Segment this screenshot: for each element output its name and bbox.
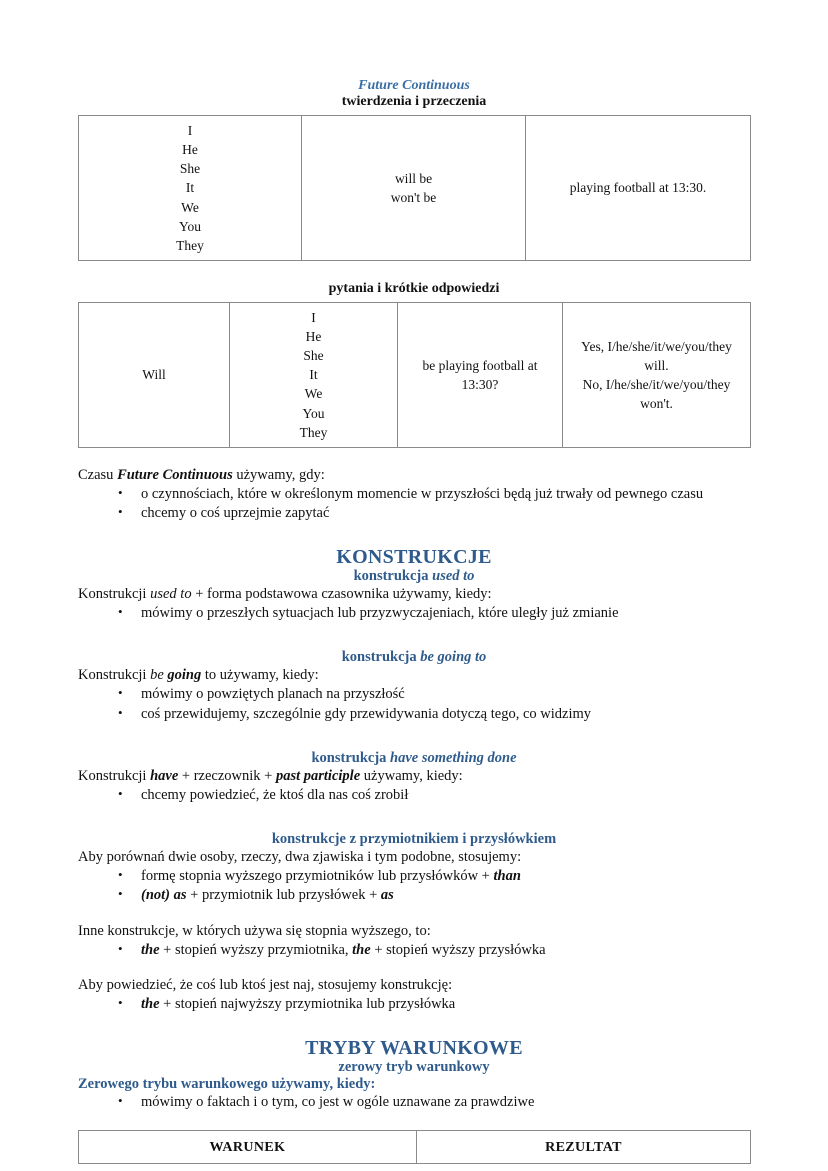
be-going-to-list (78, 685, 750, 724)
cell-question-subjects: I He She It We You They (230, 302, 398, 447)
table-row (79, 302, 751, 447)
usage-intro-suffix: używamy, gdy: (232, 466, 325, 483)
future-continuous-title: Future Continuous (358, 78, 470, 93)
aa-b1-emphasis: than (493, 868, 521, 885)
konstrukcje-title: KONSTRUKCJE (336, 545, 492, 568)
list-item: • coś przewidujemy, szczególnie gdy przewidywania dotyczą tego, co widzimy (78, 705, 750, 724)
future-continuous-usage-intro (78, 466, 750, 485)
table-affirmative-negative (78, 115, 751, 261)
have-something-done-heading-emphasis: have something done (390, 749, 517, 766)
used-to-list (78, 604, 750, 623)
adjective-adverb-heading: konstrukcje z przymiotnikiem i przysłówkiem (271, 831, 557, 848)
table-questions-short-answers (78, 302, 751, 448)
hsd-intro-em1: have (150, 767, 179, 784)
be-going-to-intro-suffix: to używamy, kiedy: (201, 667, 319, 684)
cell-auxiliary: will be won't be (302, 115, 526, 260)
hsd-intro-suffix: używamy, kiedy: (360, 767, 463, 784)
table-conditional-zero (78, 1130, 751, 1164)
aa-b3-mid: + stopień wyższy przymiotnika, (159, 941, 353, 958)
aa-b1-plain: formę stopnia wyższego przymiotników lub przysłówków + (141, 868, 494, 885)
cell-header-warunek: WARUNEK (79, 1131, 417, 1164)
future-continuous-affirmative-subtitle: twierdzenia i przeczenia (341, 94, 487, 110)
zerowy-tryb-intro: Zerowego trybu warunkowego używamy, kiedy: (78, 1075, 376, 1092)
adjective-adverb-intro-3: Aby powiedzieć, że coś lub ktoś jest naj, stosujemy konstrukcję: (78, 977, 453, 994)
used-to-intro-emphasis: used to (150, 585, 192, 602)
be-going-to-intro-em1: be (150, 667, 168, 684)
list-item: • o czynnościach, które w określonym momencie w przyszłości będą już trwały od pewnego czasu (78, 485, 750, 504)
zerowy-tryb-subtitle: zerowy tryb warunkowy (338, 1059, 490, 1076)
have-something-done-heading (78, 750, 750, 767)
table-row (79, 1131, 751, 1164)
cell-question-auxiliary: Will (79, 302, 230, 447)
list-item: • mówimy o faktach i o tym, co jest w ogóle uznawane za prawdziwe (78, 1093, 750, 1112)
hsd-intro-mid: + rzeczownik + (178, 767, 276, 784)
be-going-to-intro-prefix: Konstrukcji (78, 667, 151, 684)
aa-b4-emphasis: the (141, 996, 160, 1013)
have-something-done-intro (78, 767, 750, 786)
used-to-heading (78, 568, 750, 585)
aa-b3-em2: the (352, 941, 371, 958)
table-row (79, 115, 751, 260)
future-continuous-usage-list (78, 485, 750, 524)
list-item (78, 995, 750, 1014)
used-to-intro-prefix: Konstrukcji (78, 585, 151, 602)
tryby-warunkowe-title: TRYBY WARUNKOWE (305, 1036, 523, 1059)
future-continuous-questions-subtitle: pytania i krótkie odpowiedzi (328, 280, 500, 296)
be-going-to-heading-plain: konstrukcja (341, 649, 421, 666)
aa-b2-em1: (not) as (141, 887, 187, 904)
adjective-adverb-intro: Aby porównań dwie osoby, rzeczy, dwa zjawiska i tym podobne, stosujemy: (78, 848, 522, 865)
be-going-to-heading (78, 649, 750, 666)
cell-header-rezultat: REZULTAT (417, 1131, 751, 1164)
list-item: • chcemy o coś uprzejmie zapytać (78, 504, 750, 523)
document-content (78, 78, 750, 1164)
used-to-heading-emphasis: used to (432, 568, 475, 585)
adjective-adverb-list-2 (78, 941, 750, 960)
adjective-adverb-list-3 (78, 995, 750, 1014)
usage-intro-prefix: Czasu (78, 466, 118, 483)
aa-b2-em2: as (380, 887, 394, 904)
adjective-adverb-intro-2: Inne konstrukcje, w których używa się stopnia wyższego, to: (78, 922, 431, 939)
hsd-intro-prefix: Konstrukcji (78, 767, 151, 784)
zerowy-tryb-list (78, 1093, 750, 1112)
list-item: • chcemy powiedzieć, że ktoś dla nas coś zrobił (78, 786, 750, 805)
aa-b4-plain: + stopień najwyższy przymiotnika lub przysłówka (159, 996, 456, 1013)
be-going-to-intro (78, 666, 750, 685)
cell-question-predicate: be playing football at 13:30? (398, 302, 563, 447)
have-something-done-heading-plain: konstrukcja (311, 749, 391, 766)
be-going-to-heading-emphasis: be going to (420, 649, 487, 666)
aa-b3-em1: the (141, 941, 160, 958)
used-to-intro (78, 585, 750, 604)
usage-intro-emphasis: Future Continuous (117, 466, 233, 483)
adjective-adverb-list-1 (78, 867, 750, 906)
list-item (78, 867, 750, 886)
hsd-intro-em2: past participle (275, 767, 361, 784)
list-item: • mówimy o przeszłych sytuacjach lub przyzwyczajeniach, które uległy już zmianie (78, 604, 750, 623)
list-item: • mówimy o powziętych planach na przyszłość (78, 685, 750, 704)
cell-short-answers: Yes, I/he/she/it/we/you/they will. No, I/he/she/it/we/you/they won't. (563, 302, 751, 447)
have-something-done-list (78, 786, 750, 805)
cell-subjects: I He She It We You They (79, 115, 302, 260)
list-item (78, 941, 750, 960)
aa-b3-end: + stopień wyższy przysłówka (370, 941, 546, 958)
list-item (78, 886, 750, 905)
used-to-heading-plain: konstrukcja (353, 568, 433, 585)
be-going-to-intro-em2: going (167, 667, 202, 684)
cell-predicate: playing football at 13:30. (526, 115, 751, 260)
used-to-intro-suffix: + forma podstawowa czasownika używamy, kiedy: (191, 585, 492, 602)
aa-b2-plain: + przymiotnik lub przysłówek + (186, 887, 381, 904)
